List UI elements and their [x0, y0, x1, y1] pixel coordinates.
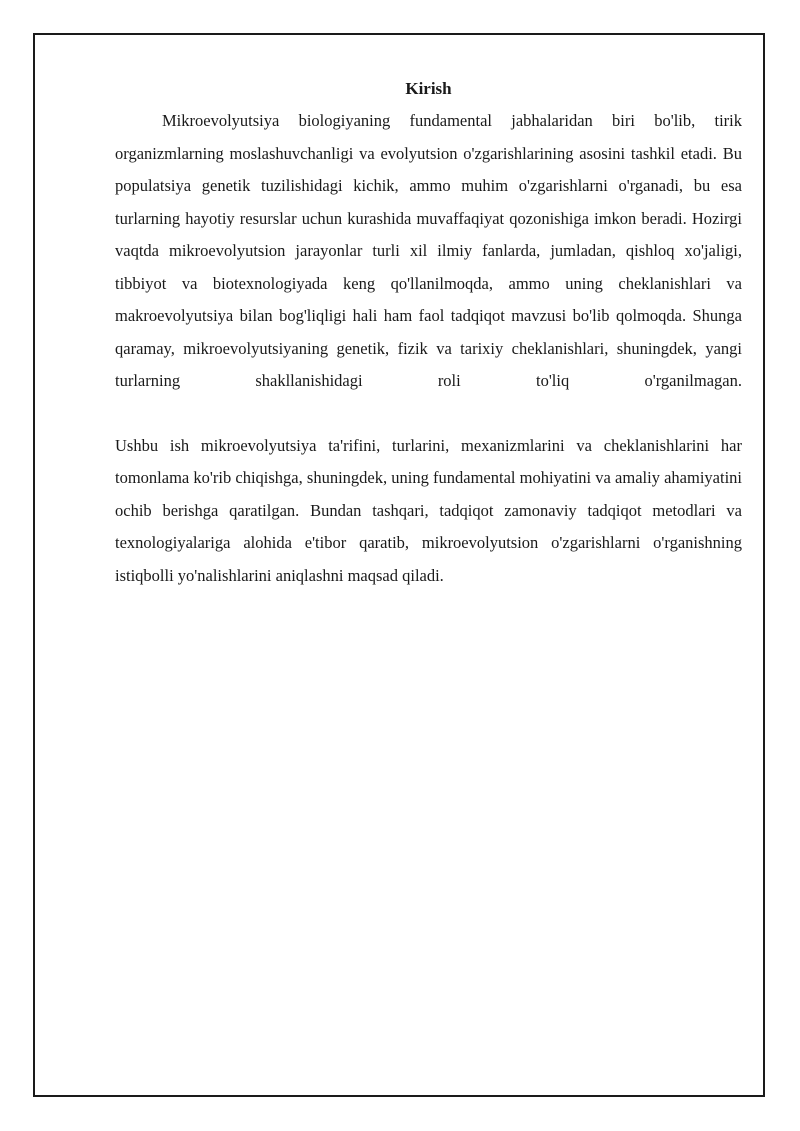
document-title: Kirish — [405, 79, 452, 98]
paragraph-aim: Ushbu ish mikroevolyutsiya ta'rifini, turlarini, mexanizmlarini va cheklanishlarini har tomonlama ko'rib chiqishga, shuningdek, uning fundamental mohiyatini va amaliy ahamiyatini ochib berishga qaratilgan. Bundan tashqari, tadqiqot zamonaviy tadqiqot metodlari va texnologiyalariga alohida e'tibor qaratib, mikroevolyutsion o'zgarishlarni o'rganishning istiqbolli yo'nalishlarini aniqlashni maqsad qiladi. — [115, 435, 742, 585]
paragraph-gap — [115, 398, 742, 430]
document-body — [115, 76, 742, 592]
paragraph-intro: Mikroevolyutsiya biologiyaning fundamental jabhalaridan biri bo'lib, tirik organizmlarning moslashuvchanligi va evolyutsion o'zgarishlarining asosini tashkil etadi. Bu populatsiya genetik tuzilishidagi kichik, ammo muhim o'zgarishlarni o'rganadi, bu esa turlarning hayotiy resurslar uchun kurashida muvaffaqiyat qozonishiga imkon beradi. Hozirgi vaqtda mikroevolyutsion jarayonlar turli xil ilmiy fanlarda, jumladan, qishloq xo'jaligi, tibbiyot va biotexnologiyada keng qo'llanilmoqda, ammo uning cheklanishlari va makroevolyutsiya bilan bog'liqligi hali ham faol tadqiqot mavzusi bo'lib qolmoqda. Shunga qaramay, mikroevolyutsiyaning genetik, fizik va tarixiy cheklanishlari, shuningdek, yangi turlarning shakllanishidagi roli to'liq o'rganilmagan. — [115, 111, 742, 390]
